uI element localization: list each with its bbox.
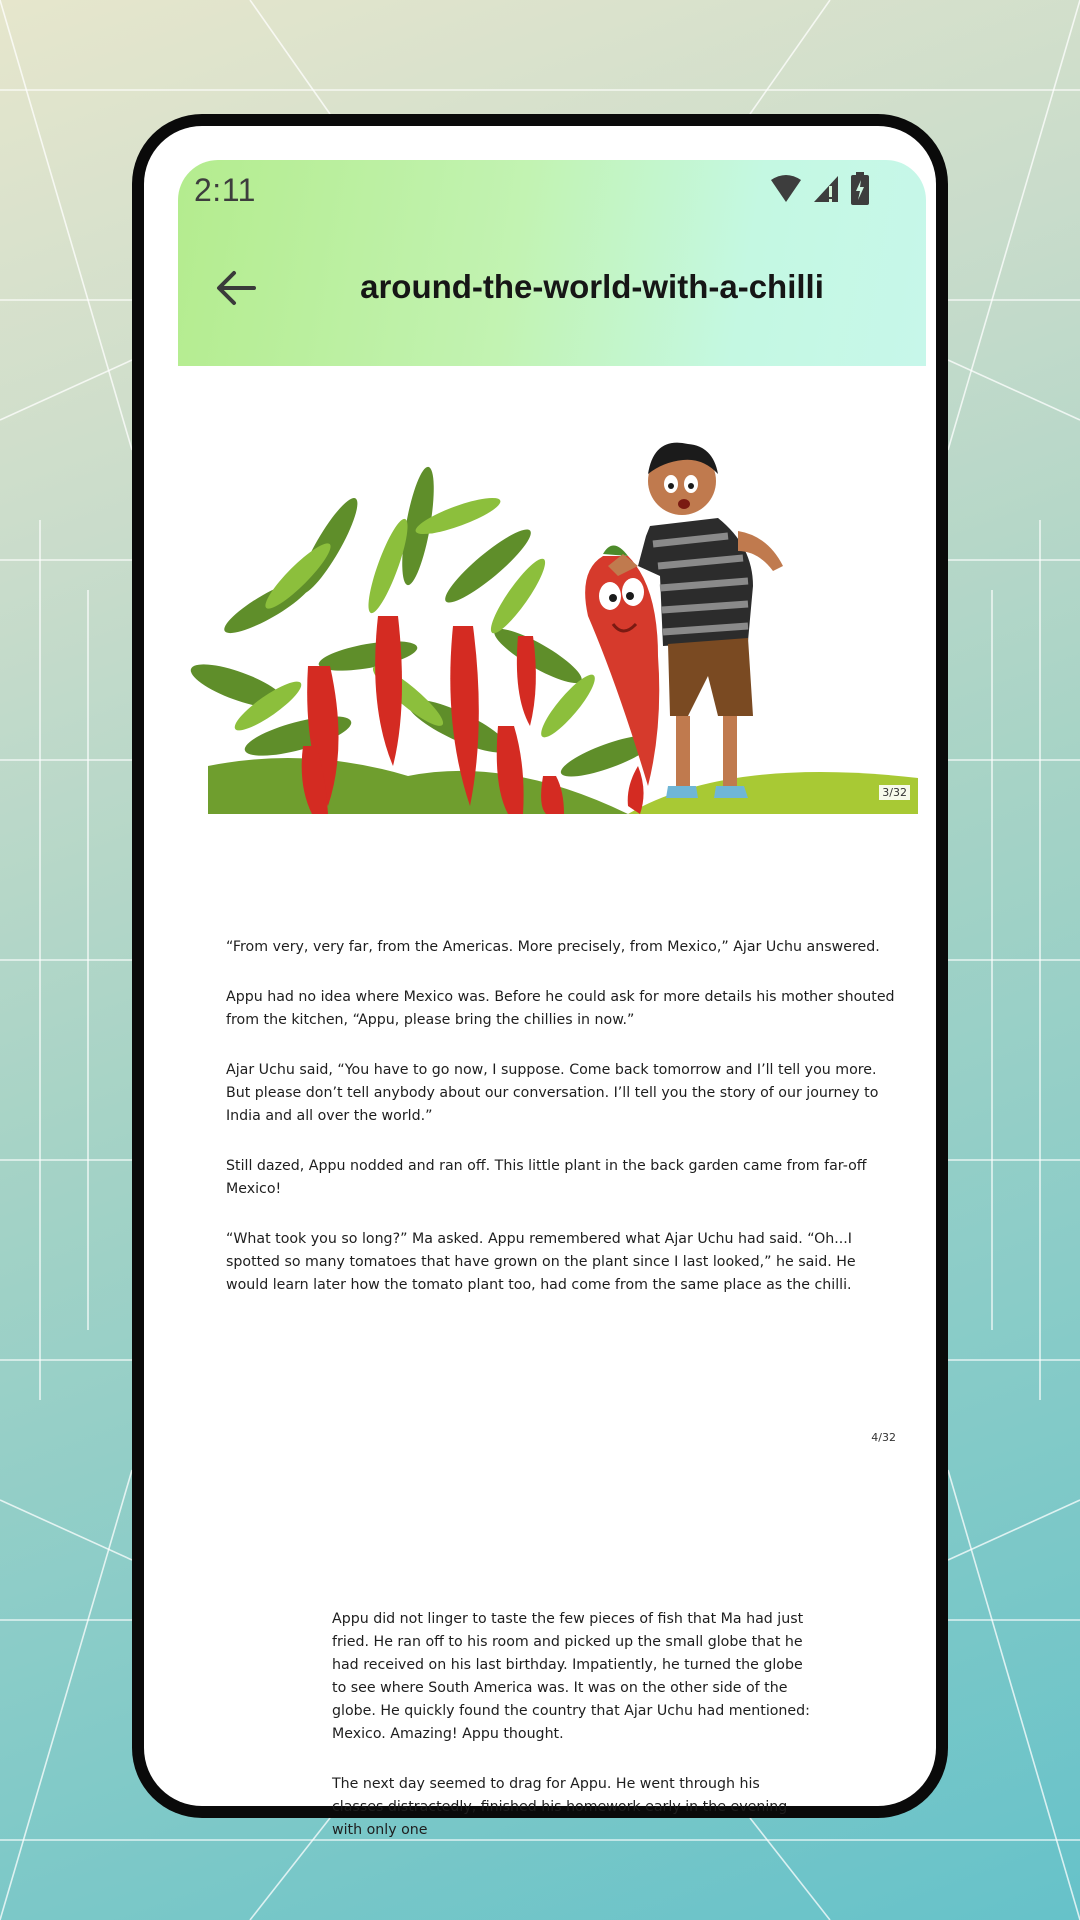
phone-screen	[144, 126, 936, 1838]
wifi-icon	[770, 174, 802, 204]
back-button[interactable]	[208, 260, 264, 316]
chilli-boy-illustration	[208, 426, 918, 814]
app-header	[178, 160, 926, 366]
phone-frame	[132, 114, 948, 1838]
paragraph: Appu had no idea where Mexico was. Before he could ask for more details his mother shouted from the kitchen, “Appu, please bring the chillies in now.”	[226, 989, 895, 1028]
paragraph: Appu did not linger to taste the few pieces of fish that Ma had just fried. He ran off to his room and picked up the small globe that he had received on his last birthday. Impatiently, he turned the globe to see where South America was. It was on the other side of the globe. He quickly found the country that Ajar Uchu had mentioned: Mexico. Amazing! Appu thought.	[332, 1611, 810, 1742]
paragraph: “From very, very far, from the Americas. More precisely, from Mexico,” Ajar Uchu answered.	[226, 939, 880, 955]
paragraph: “What took you so long?” Ma asked. Appu remembered what Ajar Uchu had said. “Oh...I spotted so many tomatoes that have grown on the plant since I last looked,” he said. He would learn later how the tomato plant too, had come from the same place as the chilli.	[226, 1231, 856, 1293]
book-page-illustration[interactable]	[208, 426, 918, 814]
paragraph: The next day seemed to drag for Appu. He went through his classes distractedly, finished his homework early in the evening with only one	[332, 1776, 788, 1838]
paragraph: Still dazed, Appu nodded and ran off. This little plant in the back garden came from far-off Mexico!	[226, 1158, 867, 1197]
book-page-4-text	[226, 936, 896, 1324]
battery-charging-icon	[850, 172, 870, 206]
page-number-4: 4/32	[871, 1431, 896, 1444]
paragraph: Ajar Uchu said, “You have to go now, I suppose. Come back tomorrow and I’ll tell you more. But please don’t tell anybody about our conversation. I’ll tell you the story of our journey to India and all over the world.”	[226, 1062, 879, 1124]
book-page-5-text	[332, 1608, 812, 1838]
page-title: around-the-world-with-a-chilli	[360, 268, 824, 305]
signal-icon	[812, 174, 840, 204]
status-time: 2:11	[194, 172, 256, 208]
status-icons	[770, 172, 870, 206]
page-number-3: 3/32	[879, 785, 910, 800]
arrow-left-icon	[214, 268, 258, 308]
